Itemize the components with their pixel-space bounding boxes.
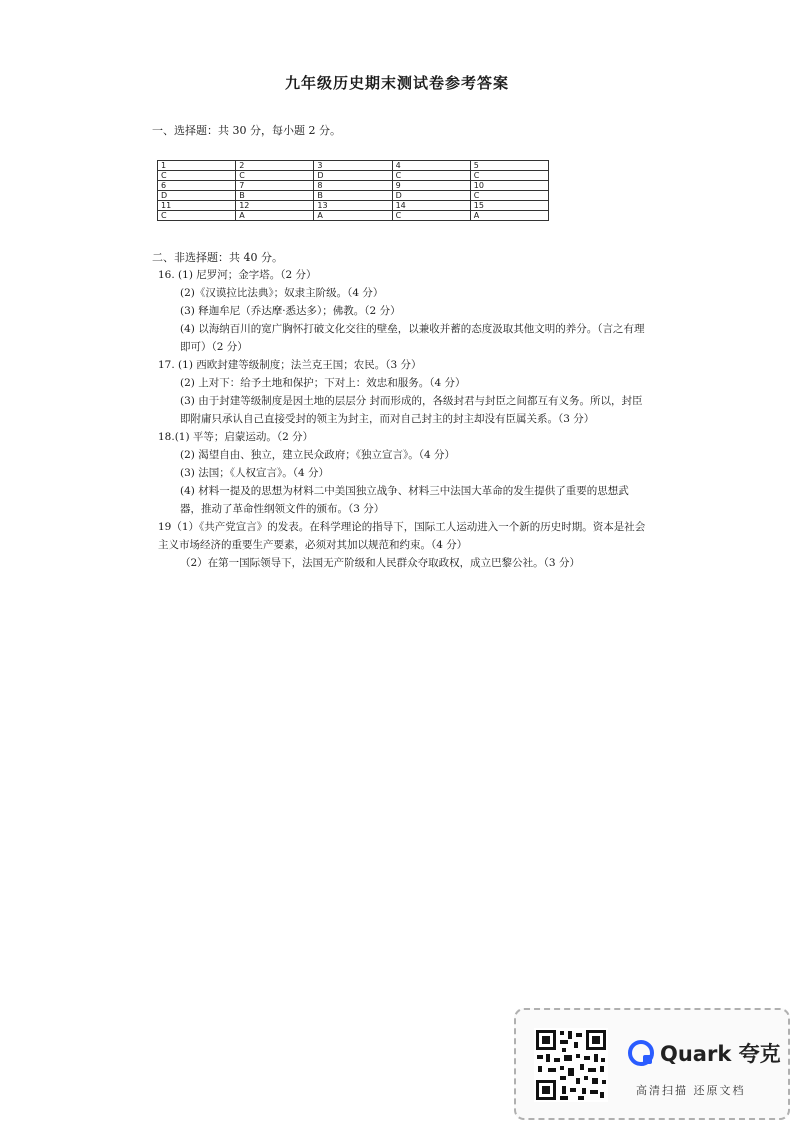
q19-part2: （2）在第一国际领导下，法国无产阶级和人民群众夺取政权，成立巴黎公社。（3 分） bbox=[180, 557, 580, 569]
quark-logo-icon bbox=[628, 1040, 654, 1066]
answer-table-cell: 3 bbox=[314, 161, 392, 171]
answer-table-cell: C bbox=[158, 171, 236, 181]
answers-block bbox=[158, 266, 648, 572]
q18-part2: (2) 渴望自由、独立，建立民众政府；《独立宣言》。（4 分） bbox=[180, 449, 455, 461]
answer-table-row bbox=[158, 201, 549, 211]
answer-table-cell: C bbox=[470, 171, 548, 181]
answer-table-cell: 11 bbox=[158, 201, 236, 211]
answer-table-cell: 13 bbox=[314, 201, 392, 211]
section-nonchoice-heading: 二、非选择题：共 40 分。 bbox=[152, 251, 283, 264]
q18-part4: (4) 材料一提及的思想为材料二中美国独立战争、材料三中法国大革命的发生提供了重要的思想武器，推动了革命性纲领文件的颁布。（3 分） bbox=[180, 485, 629, 515]
q16-part3: (3) 释迦牟尼（乔达摩·悉达多）；佛教。（2 分） bbox=[180, 305, 401, 317]
q18-part1: 18.(1) 平等；启蒙运动。（2 分） bbox=[158, 431, 314, 443]
answer-table-cell: A bbox=[236, 211, 314, 221]
answer-table-cell: C bbox=[158, 211, 236, 221]
quark-watermark bbox=[514, 1008, 790, 1120]
answer-table-cell: C bbox=[392, 171, 470, 181]
answer-table-cell: 9 bbox=[392, 181, 470, 191]
qr-code-icon bbox=[534, 1028, 608, 1102]
answer-table-cell: D bbox=[314, 171, 392, 181]
answer-table-cell: B bbox=[314, 191, 392, 201]
answer-table-cell: A bbox=[314, 211, 392, 221]
answer-table-cell: 14 bbox=[392, 201, 470, 211]
q17-part1: 17. (1) 西欧封建等级制度；法兰克王国；农民。（3 分） bbox=[158, 359, 422, 371]
answer-table-cell: 1 bbox=[158, 161, 236, 171]
q17-part3: (3) 由于封建等级制度是因土地的层层分 封而形成的，各级封君与封臣之间都互有义务。所以，封臣即附庸只承认自己直接受封的领主为封主，而对自己封主的封主却没有臣属关系。（3 分） bbox=[180, 395, 643, 425]
answer-table-cell: 15 bbox=[470, 201, 548, 211]
q17-part2: (2) 上对下：给予土地和保护；下对上：效忠和服务。（4 分） bbox=[180, 377, 466, 389]
q16-part2: (2)《汉谟拉比法典》；奴隶主阶级。（4 分） bbox=[180, 287, 384, 299]
answer-table-cell: A bbox=[470, 211, 548, 221]
quark-brand: Quark 夸克 bbox=[660, 1042, 781, 1066]
answer-table-row bbox=[158, 211, 549, 221]
answer-table-cell: D bbox=[392, 191, 470, 201]
page-title: 九年级历史期末测试卷参考答案 bbox=[284, 74, 509, 92]
answer-table-row bbox=[158, 171, 549, 181]
answer-table-cell: 4 bbox=[392, 161, 470, 171]
answer-table bbox=[157, 160, 549, 221]
answer-table-row bbox=[158, 191, 549, 201]
quark-slogan: 高清扫描 还原文档 bbox=[636, 1084, 746, 1097]
answer-table-cell: D bbox=[158, 191, 236, 201]
answer-table-cell: C bbox=[392, 211, 470, 221]
answer-table-cell: 8 bbox=[314, 181, 392, 191]
answer-table-cell: 10 bbox=[470, 181, 548, 191]
answer-table-cell: C bbox=[236, 171, 314, 181]
q19-part1: 19（1）《共产党宣言》的发表。在科学理论的指导下，国际工人运动进入一个新的历史时期。资本是社会主义市场经济的重要生产要素，必须对其加以规范和约束。（4 分） bbox=[158, 521, 646, 551]
answer-table-cell: B bbox=[236, 191, 314, 201]
section-choice-heading: 一、选择题：共 30 分，每小题 2 分。 bbox=[152, 124, 341, 137]
q16-part1: 16. (1) 尼罗河；金字塔。（2 分） bbox=[158, 269, 317, 281]
answer-table-row bbox=[158, 181, 549, 191]
q18-part3: (3) 法国；《人权宣言》。（4 分） bbox=[180, 467, 329, 479]
answer-table-cell: C bbox=[470, 191, 548, 201]
q16-part4: (4) 以海纳百川的宽广胸怀打破文化交往的壁垒，以兼收并蓄的态度汲取其他文明的养分。（言之有理即可）（2 分） bbox=[180, 323, 645, 353]
answer-table-cell: 5 bbox=[470, 161, 548, 171]
answer-table-cell: 12 bbox=[236, 201, 314, 211]
answer-table-row bbox=[158, 161, 549, 171]
answer-table-cell: 2 bbox=[236, 161, 314, 171]
answer-table-cell: 6 bbox=[158, 181, 236, 191]
answer-table-cell: 7 bbox=[236, 181, 314, 191]
